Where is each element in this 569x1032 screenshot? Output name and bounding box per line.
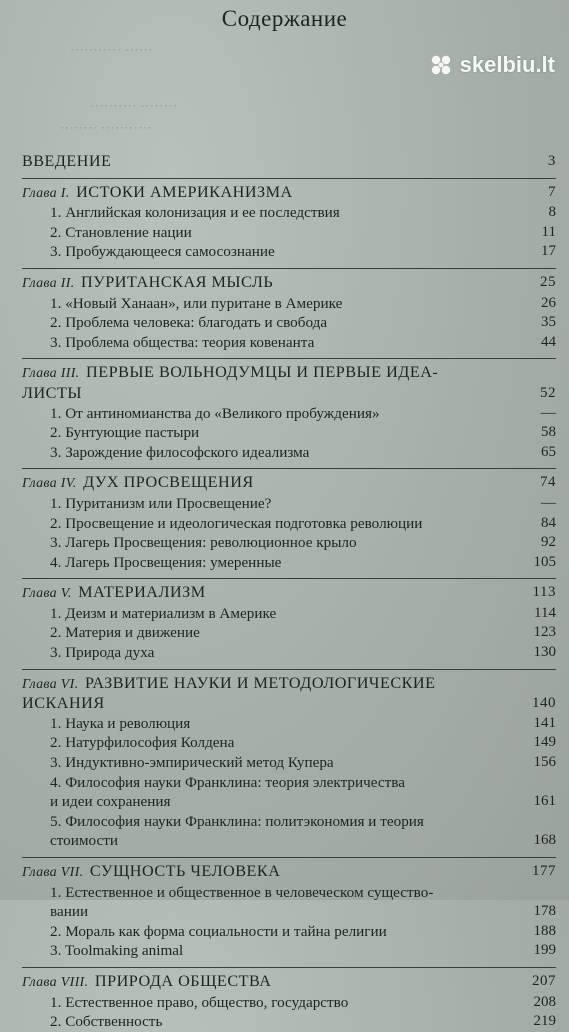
section-page: 105 — [533, 553, 556, 570]
chapter-rule — [22, 358, 556, 359]
chapter-rule — [22, 178, 556, 179]
section-title: 1. «Новый Ханаан», или пуритане в Америке — [50, 294, 343, 312]
section-page: 84 — [541, 514, 556, 531]
toc-section — [22, 1012, 556, 1032]
section-page: 178 — [533, 903, 556, 920]
chapter-label: Глава VI. — [22, 676, 79, 692]
section-title-continued: и идеи сохранения — [50, 793, 171, 811]
section-title: 4. Философия науки Франклина: теория электричества — [50, 773, 405, 791]
toc-intro-page: 3 — [547, 153, 556, 169]
section-page: 168 — [533, 832, 556, 849]
section-title: 2. Собственность — [50, 1013, 163, 1031]
section-page: 141 — [533, 714, 556, 731]
section-title: 4. Лагерь Просвещения: умеренные — [50, 553, 282, 571]
section-page: 161 — [533, 793, 556, 810]
chapter-rule — [22, 967, 556, 968]
chapter-title: ДУХ ПРОСВЕЩЕНИЯ — [83, 473, 254, 492]
chapter-title: МАТЕРИАЛИЗМ — [78, 583, 206, 602]
toc-section — [22, 494, 556, 514]
toc-chapter — [22, 972, 556, 993]
toc-section — [22, 404, 556, 424]
toc-chapter — [22, 183, 556, 204]
section-page: 92 — [541, 534, 556, 551]
section-page: 17 — [541, 243, 556, 260]
section-page: 58 — [541, 424, 556, 441]
chapter-label: Глава V. — [22, 586, 72, 602]
chapter-page: 52 — [540, 384, 556, 401]
section-title-continued: вании — [50, 903, 89, 921]
toc-chapter — [22, 473, 556, 494]
toc-section-continued — [22, 792, 556, 812]
page-title: Содержание — [221, 6, 348, 31]
chapter-label: Глава VII. — [22, 865, 84, 880]
chapter-title: ПЕРВЫЕ ВОЛЬНОДУМЦЫ И ПЕРВЫЕ ИДЕА- — [86, 363, 439, 382]
section-page: — — [541, 494, 556, 511]
section-page: 11 — [541, 223, 556, 240]
section-page: 149 — [533, 734, 556, 751]
toc-section — [22, 514, 556, 534]
section-title: 1. Пуританизм или Просвещение? — [50, 494, 272, 512]
toc-section — [22, 443, 556, 463]
section-title: 2. Просвещение и идеологическая подготовка революции — [50, 514, 423, 532]
toc-section — [22, 883, 556, 903]
toc-section — [22, 223, 556, 243]
toc-section — [22, 733, 556, 753]
toc-section — [22, 553, 556, 573]
section-title: 1. Естественное и общественное в человеческом существо- — [50, 883, 434, 901]
toc-chapter-continued — [22, 694, 556, 714]
chapter-page: 177 — [532, 863, 556, 879]
chapter-rule — [22, 468, 556, 469]
section-page: 199 — [533, 942, 556, 959]
toc-section — [22, 993, 556, 1013]
section-page: 188 — [533, 922, 556, 939]
section-title: 3. Toolmaking animal — [50, 942, 184, 960]
section-title: 1. Деизм и материализм в Америке — [50, 604, 277, 622]
chapter-label: Глава II. — [22, 275, 75, 291]
section-title: 1. Естественное право, общество, государство — [50, 993, 349, 1011]
chapter-page: 140 — [532, 695, 556, 712]
toc-section — [22, 604, 556, 624]
chapter-title: СУЩНОСТЬ ЧЕЛОВЕКА — [89, 862, 281, 880]
toc-chapter — [22, 273, 556, 294]
section-page: 44 — [541, 333, 556, 350]
toc-section-continued — [22, 902, 556, 922]
section-page: 114 — [534, 604, 556, 621]
toc-section — [22, 643, 556, 663]
toc-section — [22, 941, 556, 961]
section-title: 3. Проблема общества: теория ковенанта — [50, 333, 315, 351]
section-title: 2. Бунтующие пастыри — [50, 424, 200, 442]
section-title: 3. Индуктивно-эмпирический метод Купера — [50, 754, 334, 772]
chapter-label: Глава I. — [22, 185, 70, 201]
chapter-page: 25 — [540, 273, 556, 290]
watermark — [428, 52, 555, 78]
toc-intro — [22, 152, 556, 172]
section-title: 2. Проблема человека: благодать и свобода — [50, 314, 328, 332]
section-title: 2. Материя и движение — [50, 624, 200, 642]
section-page: 8 — [548, 204, 556, 221]
section-title: 2. Натурфилософия Колдена — [50, 734, 235, 752]
chapter-page: 7 — [548, 183, 556, 200]
section-title: 3. Зарождение философского идеализма — [50, 443, 310, 461]
chapter-page: 113 — [532, 584, 556, 601]
toc-section — [22, 203, 556, 223]
toc-section — [22, 242, 556, 262]
toc-intro-label: ВВЕДЕНИЕ — [22, 153, 112, 170]
toc-section — [22, 753, 556, 773]
section-page: 65 — [541, 443, 556, 460]
chapter-page: 207 — [532, 972, 556, 989]
section-page: 219 — [533, 1013, 556, 1030]
toc-section — [22, 773, 556, 793]
chapter-title: ИСТОКИ АМЕРИКАНИЗМА — [76, 182, 293, 201]
section-title: 3. Пробуждающееся самосознание — [50, 243, 275, 261]
section-page: 156 — [533, 754, 556, 771]
section-page: 123 — [533, 624, 556, 641]
toc-section-continued — [22, 831, 556, 851]
section-title: 5. Философия науки Франклина: политэкономия и теория — [50, 812, 424, 830]
section-title: 2. Становление нации — [50, 223, 192, 241]
section-title: 1. Наука и революция — [50, 714, 191, 732]
chapter-label: Глава III. — [22, 366, 80, 382]
toc-section — [22, 922, 556, 942]
section-title-continued: стоимости — [50, 832, 118, 850]
toc-chapter — [22, 583, 556, 604]
toc-chapter — [22, 674, 556, 695]
section-title: 2. Мораль как форма социальности и тайна религии — [50, 922, 387, 940]
section-title: 3. Природа духа — [50, 644, 155, 662]
section-title: 1. От антиномианства до «Великого пробуждения» — [50, 404, 380, 422]
section-page: 208 — [533, 993, 556, 1010]
clover-logo-icon — [428, 52, 454, 78]
chapter-page: 74 — [540, 474, 556, 491]
toc-chapter — [22, 363, 556, 384]
toc-section — [22, 623, 556, 643]
toc-section — [22, 714, 556, 734]
chapter-rule — [22, 268, 556, 269]
chapter-rule — [22, 669, 556, 670]
chapter-rule — [22, 578, 556, 579]
chapter-label: Глава IV. — [22, 476, 77, 492]
chapter-title: ПУРИТАНСКАЯ МЫСЛЬ — [81, 272, 274, 291]
toc-section — [22, 333, 556, 353]
chapter-label: Глава VIII. — [22, 974, 89, 990]
section-title: 1. Английская колонизация и ее последствия — [50, 204, 340, 222]
toc-section — [22, 533, 556, 553]
chapter-title: ПРИРОДА ОБЩЕСТВА — [94, 971, 272, 990]
chapter-title: РАЗВИТИЕ НАУКИ И МЕТОДОЛОГИЧЕСКИЕ — [84, 673, 436, 692]
section-page: 130 — [533, 644, 556, 661]
section-page: — — [541, 404, 556, 421]
toc-section — [22, 423, 556, 443]
chapter-rule — [22, 857, 556, 858]
toc-section — [22, 313, 556, 333]
section-page: 26 — [541, 294, 556, 311]
watermark-brand: skelbiu.lt — [459, 52, 555, 77]
toc-section — [22, 294, 556, 314]
section-page: 35 — [541, 314, 556, 331]
toc-section — [22, 812, 556, 832]
chapter-title-continued: ИСКАНИЯ — [22, 694, 105, 713]
toc-chapter-continued — [22, 384, 556, 404]
section-title: 3. Лагерь Просвещения: революционное крыло — [50, 534, 357, 552]
chapter-title-continued: ЛИСТЫ — [22, 383, 82, 402]
toc-chapter — [22, 862, 556, 883]
